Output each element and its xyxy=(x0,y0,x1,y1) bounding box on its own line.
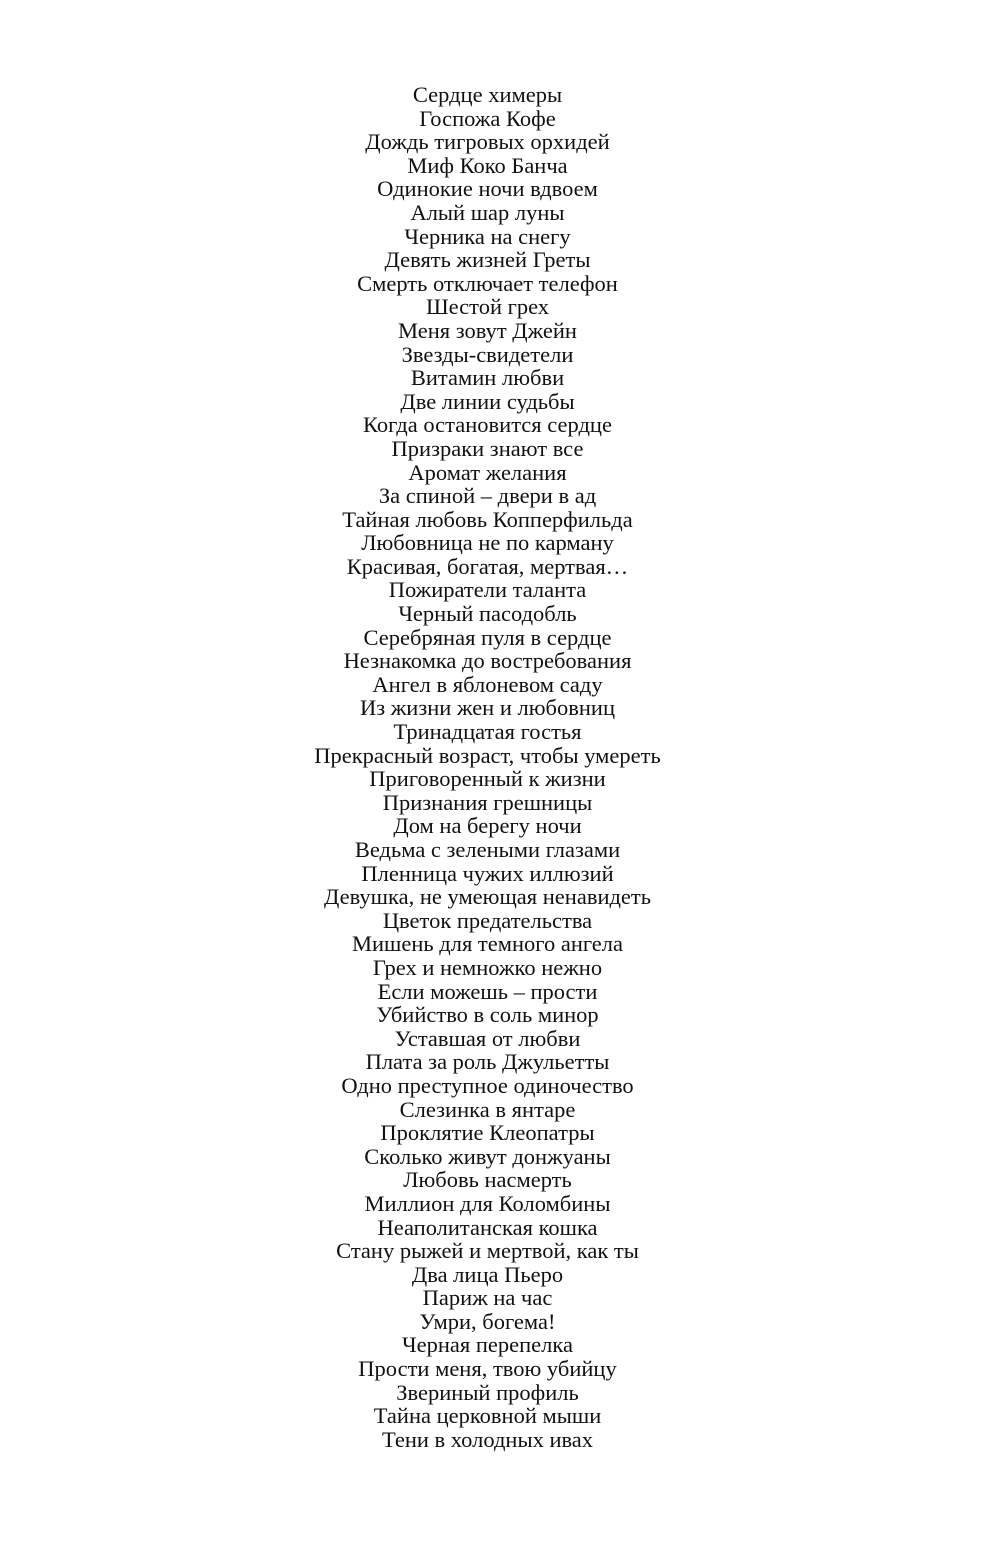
book-title: Уставшая от любви xyxy=(394,1025,581,1051)
book-title: Слезинка в янтаре xyxy=(399,1096,576,1122)
book-title: Алый шар луны xyxy=(410,199,565,225)
book-title: Из жизни жен и любовниц xyxy=(360,695,615,721)
book-title: Красивая, богатая, мертвая… xyxy=(346,553,629,579)
book-title: Приговоренный к жизни xyxy=(369,766,606,792)
book-title: Девять жизней Греты xyxy=(384,247,591,273)
book-title: Тени в холодных ивах xyxy=(381,1426,594,1452)
book-title: Плата за роль Джульетты xyxy=(365,1049,610,1075)
book-title: Любовь насмерть xyxy=(403,1167,572,1193)
book-title: Сколько живут донжуаны xyxy=(364,1143,611,1169)
book-title: Две линии судьбы xyxy=(400,388,575,414)
book-title: Миллион для Коломбины xyxy=(364,1190,611,1216)
book-title: Призраки знают все xyxy=(391,435,584,461)
book-title: Девушка, не умеющая ненавидеть xyxy=(323,884,652,910)
book-title-list xyxy=(0,83,975,1451)
book-title: Смерть отключает телефон xyxy=(357,270,618,296)
book-title: Когда остановится сердце xyxy=(363,412,612,438)
book-title: Черная перепелка xyxy=(402,1332,573,1358)
book-title: Черный пасодобль xyxy=(398,601,577,627)
book-title: Тайна церковной мыши xyxy=(373,1403,602,1429)
book-title: Тайная любовь Копперфильда xyxy=(342,506,633,532)
book-title: Аромат желания xyxy=(408,459,567,485)
book-title: Меня зовут Джейн xyxy=(398,317,577,343)
book-title: Мишень для темного ангела xyxy=(352,931,623,957)
book-title: Черника на снегу xyxy=(404,223,571,249)
book-title: Госпожа Кофе xyxy=(419,105,556,131)
book-title: Ангел в яблоневом саду xyxy=(372,671,603,697)
book-title: Прекрасный возраст, чтобы умереть xyxy=(314,742,661,768)
book-title: Тринадцатая гостья xyxy=(393,719,582,745)
book-title: Неаполитанская кошка xyxy=(377,1214,598,1240)
book-title: Пленница чужих иллюзий xyxy=(361,860,614,886)
book-title: Два лица Пьеро xyxy=(411,1261,564,1287)
book-title: Незнакомка до востребования xyxy=(343,648,632,674)
book-title: Любовница не по карману xyxy=(361,530,614,556)
book-title: Витамин любви xyxy=(410,365,565,391)
book-title: Париж на час xyxy=(422,1285,553,1311)
book-title: Дом на берегу ночи xyxy=(393,813,582,839)
book-title: Шестой грех xyxy=(425,294,550,320)
book-title: Стану рыжей и мертвой, как ты xyxy=(336,1238,639,1264)
book-title: Проклятие Клеопатры xyxy=(380,1120,595,1146)
book-title: Одно преступное одиночество xyxy=(341,1072,634,1098)
book-title: Умри, богема! xyxy=(419,1308,556,1334)
book-title: Дождь тигровых орхидей xyxy=(365,129,610,155)
book-title: Ведьма с зелеными глазами xyxy=(354,837,621,862)
book-title: Миф Коко Банча xyxy=(407,152,568,178)
book-title: Грех и немножко нежно xyxy=(372,954,603,980)
book-title: Цветок предательства xyxy=(382,907,593,933)
book-title: Одинокие ночи вдвоем xyxy=(377,176,598,202)
book-title: За спиной – двери в ад xyxy=(378,483,597,509)
book-title: Сердце химеры xyxy=(412,82,563,107)
book-title: Звериный профиль xyxy=(396,1379,579,1405)
book-title: Серебряная пуля в сердце xyxy=(363,624,612,650)
book-title: Звезды-свидетели xyxy=(401,341,574,367)
book-title: Признания грешницы xyxy=(382,789,593,815)
book-title: Убийство в соль минор xyxy=(376,1002,599,1028)
book-title: Прости меня, твою убийцу xyxy=(358,1356,617,1382)
book-title: Если можешь – прости xyxy=(377,978,598,1004)
book-title: Пожиратели таланта xyxy=(388,577,587,603)
